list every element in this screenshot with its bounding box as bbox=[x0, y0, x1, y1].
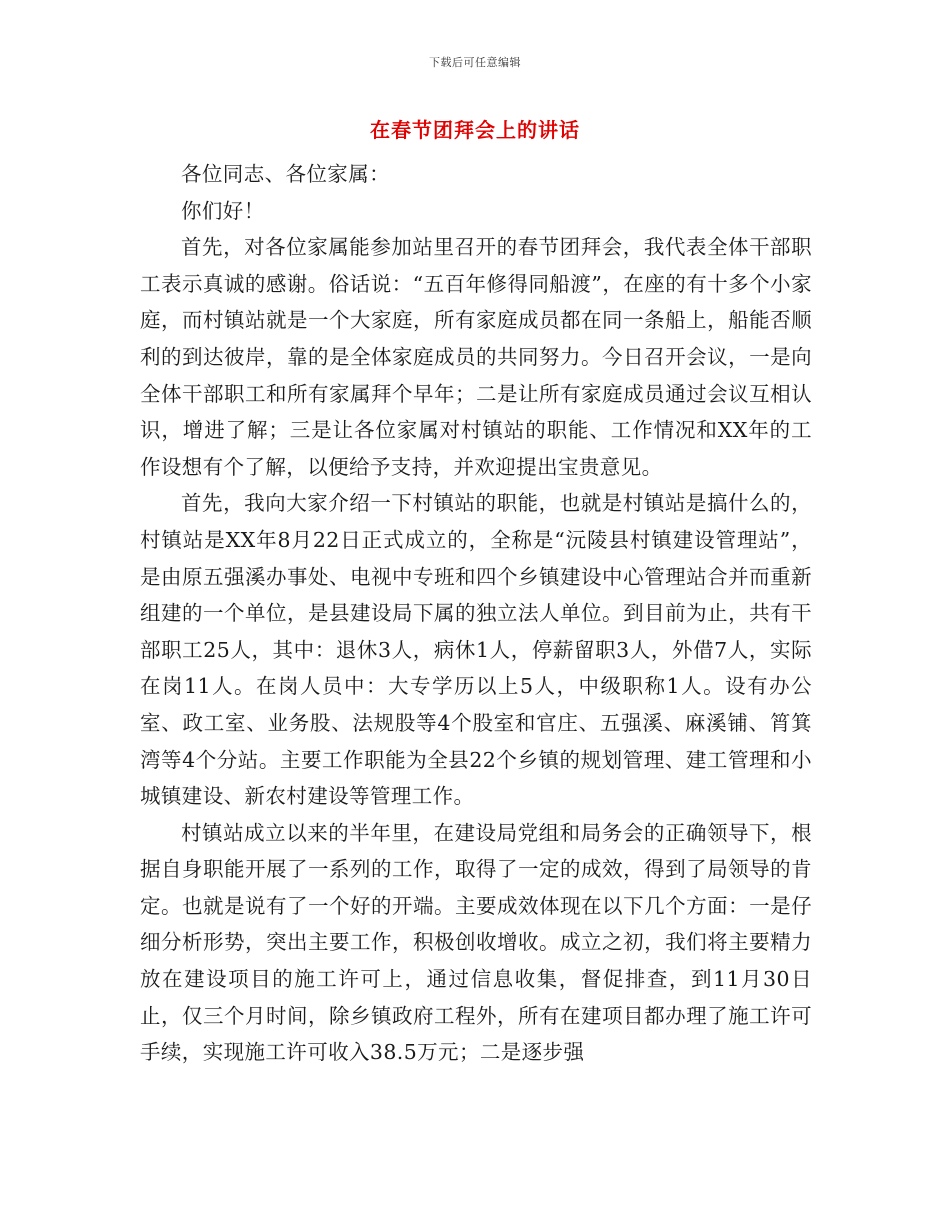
header-note: 下载后可任意编辑 bbox=[429, 56, 521, 69]
body-paragraph-3: 村镇站成立以来的半年里，在建设局党组和局务会的正确领导下，根据自身职能开展了一系列的工作，取得了一定的成效，得到了局领导的肯定。也就是说有了一个好的开端。主要成效体现在以下几个方面：一是仔细分析形势，突出主要工作，积极创收增收。成立之初，我们将主要精力放在建设项目的施工许可上，通过信息收集，督促排查，到11月30日止，仅三个月时间，除乡镇政府工程外，所有在建项目都办理了施工许可手续，实现施工许可收入38.5万元；二是逐步强 bbox=[140, 820, 812, 1065]
body-paragraph-2: 首先，我向大家介绍一下村镇站的职能，也就是村镇站是搞什么的，村镇站是XX年8月22日正式成立的，全称是“沅陵县村镇建设管理站”，是由原五强溪办事处、电视中专班和四个乡镇建设中心管理站合并而重新组建的一个单位，是县建设局下属的独立法人单位。到目前为止，共有干部职工25人，其中：退休3人，病休1人，停薪留职3人，外借7人，实际在岗11人。在岗人员中：大专学历以上5人，中级职称1人。设有办公室、政工室、业务股、法规股等4个股室和官庄、五强溪、麻溪铺、筲箕湾等4个分站。主要工作职能为全县22个乡镇的规划管理、建工管理和小城镇建设、新农村建设等管理工作。 bbox=[140, 491, 812, 809]
document-body bbox=[140, 156, 812, 1071]
document-title: 在春节团拜会上的讲话 bbox=[370, 118, 580, 142]
body-paragraph-1: 首先，对各位家属能参加站里召开的春节团拜会，我代表全体干部职工表示真诚的感谢。俗话说：“五百年修得同船渡”，在座的有十多个小家庭，而村镇站就是一个大家庭，所有家庭成员都在同一条船上，船能否顺利的到达彼岸，靠的是全体家庭成员的共同努力。今日召开会议，一是向全体干部职工和所有家属拜个早年；二是让所有家庭成员通过会议互相认识，增进了解；三是让各位家属对村镇站的职能、工作情况和XX年的工作设想有个了解，以便给予支持，并欢迎提出宝贵意见。 bbox=[140, 235, 812, 479]
salutation: 各位同志、各位家属： bbox=[181, 162, 390, 186]
greeting: 你们好！ bbox=[181, 198, 265, 223]
